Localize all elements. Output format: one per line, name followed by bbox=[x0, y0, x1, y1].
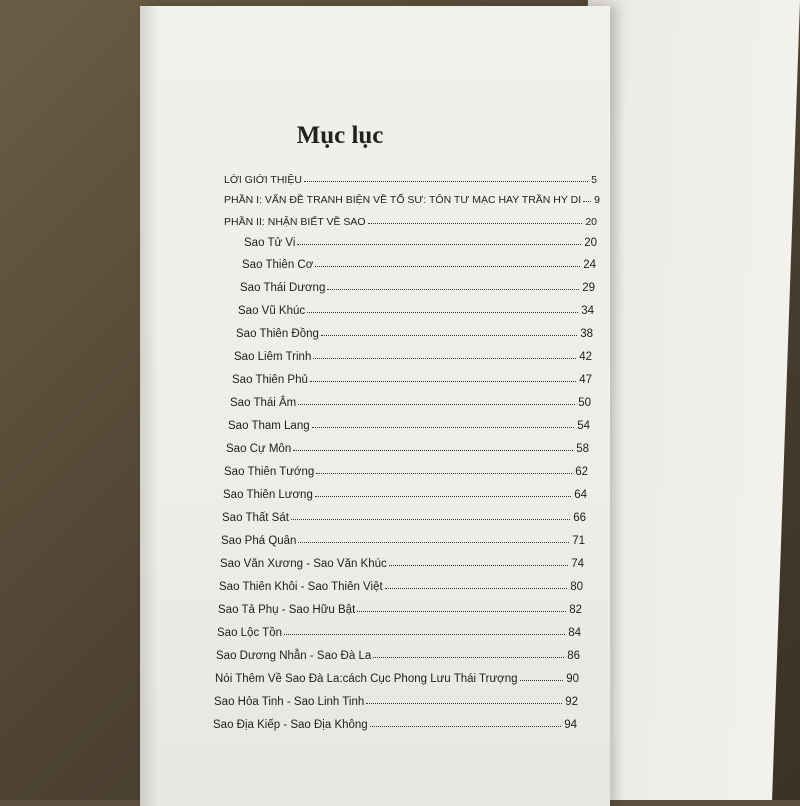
toc-entry-star[interactable] bbox=[230, 397, 591, 409]
toc-entry-star[interactable] bbox=[228, 420, 590, 432]
toc-entry-page: 92 bbox=[565, 696, 578, 708]
toc-entry-star[interactable] bbox=[213, 719, 577, 731]
dot-leader bbox=[304, 181, 588, 182]
toc-entry-label: Sao Thất Sát bbox=[222, 512, 289, 524]
toc-entry-page: 94 bbox=[564, 719, 577, 731]
dot-leader bbox=[293, 450, 573, 451]
dot-leader bbox=[385, 588, 568, 589]
toc-entry-label: PHẦN II: NHẬN BIẾT VỀ SAO bbox=[224, 216, 366, 228]
toc-entry-page: 34 bbox=[581, 305, 594, 317]
toc-entry-star[interactable] bbox=[226, 443, 589, 455]
toc-entry-page: 84 bbox=[568, 627, 581, 639]
dot-leader bbox=[291, 519, 570, 520]
dot-leader bbox=[368, 223, 583, 224]
dot-leader bbox=[312, 427, 575, 428]
toc-entry-label: Sao Thiên Tướng bbox=[224, 466, 315, 478]
toc-entry-page: 5 bbox=[591, 174, 597, 186]
toc-entry-label: Sao Thiên Cơ bbox=[242, 259, 314, 271]
dot-leader bbox=[583, 201, 591, 202]
toc-entry-star[interactable] bbox=[214, 696, 578, 708]
dot-leader bbox=[316, 473, 572, 474]
toc-entry-star[interactable] bbox=[240, 282, 595, 294]
dot-leader bbox=[307, 312, 578, 313]
toc-entry-star[interactable] bbox=[224, 466, 588, 478]
toc-entry-label: Sao Thái Âm bbox=[230, 397, 297, 409]
toc-entry-page: 9 bbox=[594, 194, 600, 206]
toc-entry-label: Sao Thiên Khôi - Sao Thiên Việt bbox=[219, 581, 383, 593]
toc-entry-page: 58 bbox=[576, 443, 589, 455]
toc-entry-label: Sao Lộc Tồn bbox=[217, 627, 283, 639]
toc-entry-page: 42 bbox=[579, 351, 592, 363]
toc-entry-label: Sao Hỏa Tinh - Sao Linh Tinh bbox=[214, 696, 365, 708]
toc-entry-page: 74 bbox=[571, 558, 584, 570]
toc-entry-label: Sao Thiên Phủ bbox=[232, 374, 308, 386]
dot-leader bbox=[284, 634, 565, 635]
toc-entry-page: 47 bbox=[579, 374, 592, 386]
toc-entry-star[interactable] bbox=[234, 351, 592, 363]
toc-entry-introduction[interactable] bbox=[224, 174, 597, 186]
toc-entry-label: Sao Liêm Trinh bbox=[234, 351, 312, 363]
toc-entry-page: 86 bbox=[567, 650, 580, 662]
toc-entry-page: 90 bbox=[566, 673, 579, 685]
dot-leader bbox=[315, 496, 571, 497]
dot-leader bbox=[321, 335, 577, 336]
toc-entry-label: Sao Tham Lang bbox=[228, 420, 310, 432]
dot-leader bbox=[298, 542, 569, 543]
dot-leader bbox=[327, 289, 579, 290]
dot-leader bbox=[370, 726, 561, 727]
toc-entry-label: PHẦN I: VẤN ĐỀ TRANH BIỆN VỀ TỔ SƯ: TÔN TƯ MẠC HAY TRẦN HY DI bbox=[224, 194, 582, 206]
toc-entry-label: Sao Văn Xương - Sao Văn Khúc bbox=[220, 558, 387, 570]
toc-entry-part-1[interactable] bbox=[224, 194, 600, 206]
toc-entry-page: 20 bbox=[585, 216, 597, 228]
toc-entry-star[interactable] bbox=[238, 305, 594, 317]
toc-entry-star[interactable] bbox=[215, 673, 579, 685]
toc-entry-star[interactable] bbox=[216, 650, 580, 662]
toc-entry-label: Sao Địa Kiếp - Sao Địa Không bbox=[213, 719, 368, 731]
toc-entry-page: 20 bbox=[584, 237, 597, 249]
toc-entry-page: 80 bbox=[570, 581, 583, 593]
toc-entry-page: 24 bbox=[583, 259, 596, 271]
toc-entry-star[interactable] bbox=[223, 489, 587, 501]
dot-leader bbox=[373, 657, 564, 658]
toc-entry-star[interactable] bbox=[221, 535, 585, 547]
dot-leader bbox=[298, 404, 575, 405]
toc-entry-page: 64 bbox=[574, 489, 587, 501]
toc-entry-star[interactable] bbox=[218, 604, 582, 616]
toc-entry-label: Sao Dương Nhẫn - Sao Đà La bbox=[216, 650, 372, 662]
toc-entry-label: Sao Cự Môn bbox=[226, 443, 292, 455]
toc-entry-star[interactable] bbox=[219, 581, 583, 593]
toc-entry-label: Sao Phá Quân bbox=[221, 535, 297, 547]
toc-entry-label: Sao Thái Dương bbox=[240, 282, 326, 294]
dot-leader bbox=[389, 565, 568, 566]
toc-entry-star[interactable] bbox=[242, 259, 596, 271]
page-title: Mục lục bbox=[296, 122, 384, 149]
toc-entry-page: 54 bbox=[577, 420, 590, 432]
dot-leader bbox=[313, 358, 576, 359]
toc-entry-label: Sao Tử Vi bbox=[244, 237, 296, 249]
toc-entry-star[interactable] bbox=[222, 512, 586, 524]
dot-leader bbox=[366, 703, 562, 704]
toc-entry-page: 29 bbox=[582, 282, 595, 294]
toc-entry-label: Sao Vũ Khúc bbox=[238, 305, 306, 317]
dot-leader bbox=[315, 266, 580, 267]
toc-entry-star[interactable] bbox=[232, 374, 592, 386]
dot-leader bbox=[297, 244, 581, 245]
toc-entry-page: 82 bbox=[569, 604, 582, 616]
toc-entry-page: 38 bbox=[580, 328, 593, 340]
toc-entry-star[interactable] bbox=[236, 328, 593, 340]
toc-entry-star[interactable] bbox=[220, 558, 584, 570]
toc-entry-label: Sao Tả Phụ - Sao Hữu Bật bbox=[218, 604, 356, 616]
toc-entry-part-2[interactable] bbox=[224, 216, 597, 228]
dot-leader bbox=[520, 680, 564, 681]
toc-entry-label: Sao Thiên Đồng bbox=[236, 328, 319, 340]
dot-leader bbox=[310, 381, 576, 382]
toc-entry-page: 66 bbox=[573, 512, 586, 524]
toc-entry-page: 62 bbox=[575, 466, 588, 478]
toc-entry-star[interactable] bbox=[244, 237, 597, 249]
toc-entry-label: Nói Thêm Về Sao Đà La:cách Cục Phong Lưu Thái Trượng bbox=[215, 673, 518, 685]
toc-entry-page: 71 bbox=[572, 535, 585, 547]
toc-entry-page: 50 bbox=[578, 397, 591, 409]
toc-entry-label: Sao Thiên Lương bbox=[223, 489, 313, 501]
dot-leader bbox=[357, 611, 566, 612]
toc-entry-label: LỜI GIỚI THIỆU bbox=[224, 174, 302, 186]
toc-entry-star[interactable] bbox=[217, 627, 581, 639]
